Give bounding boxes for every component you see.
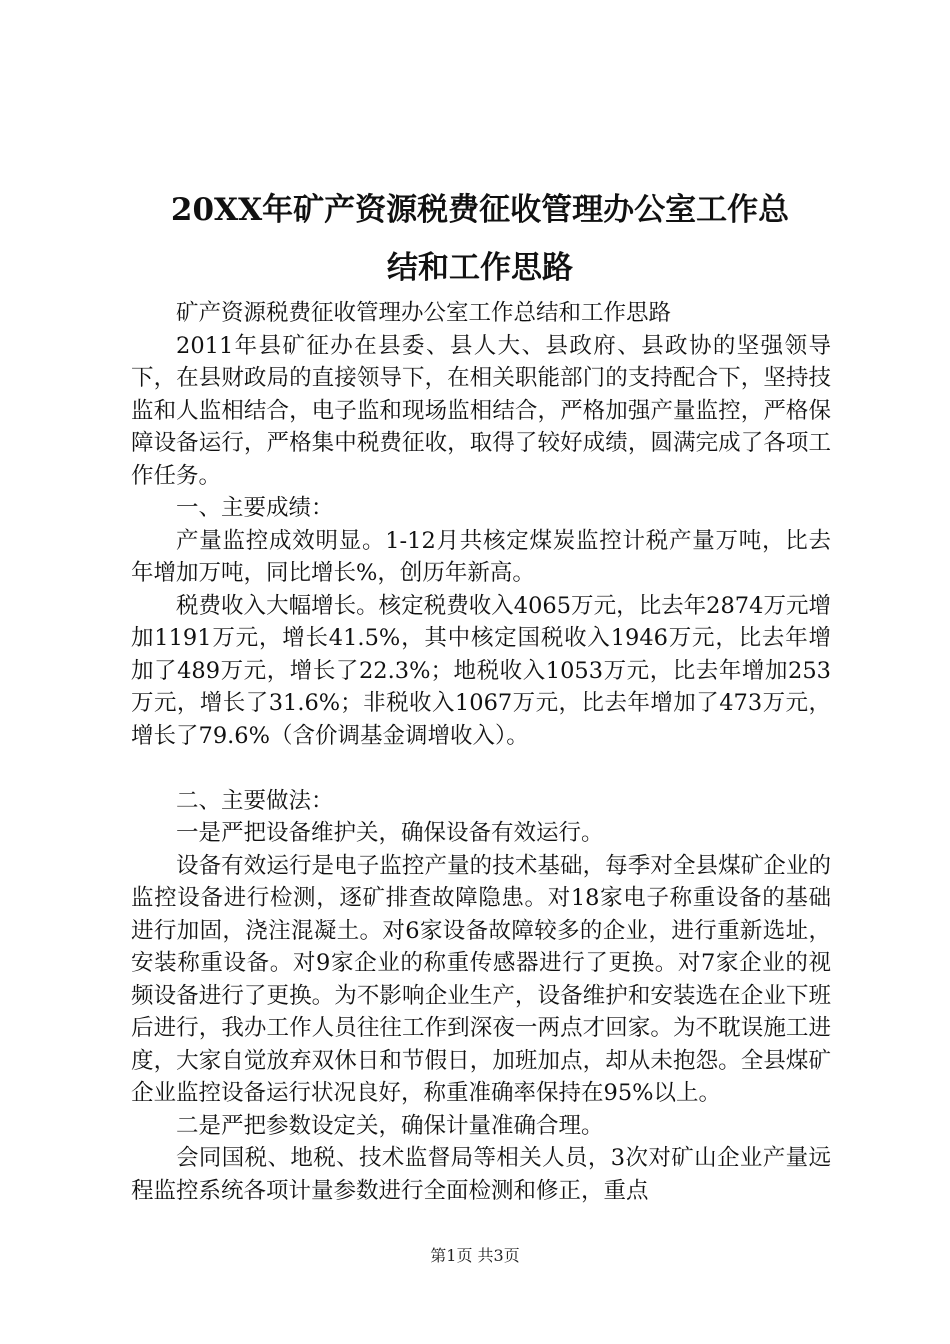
- paragraph-parameters: 会同国税、地税、技术监督局等相关人员，3次对矿山企业产量远程监控系统各项计量参数进行全面检测和修正，重点: [131, 1145, 831, 1204]
- subheading-equipment: 一是严把设备维护关，确保设备有效运行。: [176, 820, 604, 846]
- document-title-line-2: 结和工作思路: [387, 250, 573, 286]
- paragraph-equipment: 设备有效运行是电子监控产量的技术基础，每季对全县煤矿企业的监控设备进行检测，逐矿排查故障隐患。对18家电子称重设备的基础进行加固，浇注混凝土。对6家设备故障较多的企业，进行重新选址，安装称重设备。对9家企业的称重传感器进行了更换。对7家企业的视频设备进行了更换。为不影响企业生产，设备维护和安装选在企业下班后进行，我办工作人员往往工作到深夜一两点才回家。为不耽误施工进度，大家自觉放弃双休日和节假日，加班加点，却从未抱怨。全县煤矿企业监控设备运行状况良好，称重准确率保持在95%以上。: [131, 852, 831, 1106]
- paragraph-output-monitoring: 产量监控成效明显。1-12月共核定煤炭监控计税产量万吨，比去年增加万吨，同比增长%，创历年新高。: [131, 527, 831, 586]
- subtitle-paragraph: 矿产资源税费征收管理办公室工作总结和工作思路: [176, 300, 672, 326]
- section-heading-achievements: 一、主要成绩：: [176, 495, 334, 521]
- page-footer: 第1页 共3页: [430, 1246, 520, 1265]
- paragraph-tax-revenue: 税费收入大幅增长。核定税费收入4065万元，比去年2874万元增加1191万元，增长41.5%，其中核定国税收入1946万元，比去年增加了489万元，增长了22.3%；地税收入1053万元，比去年增加253万元，增长了31.6%；非税收入1067万元，比去年增加了473万元，增长了79.6%（含价调基金调增收入）。: [131, 592, 831, 749]
- document-title-line-1: 20XX年矿产资源税费征收管理办公室工作总: [170, 192, 790, 228]
- section-heading-methods: 二、主要做法：: [176, 787, 334, 814]
- intro-paragraph: 2011年县矿征办在县委、县人大、县政府、县政协的坚强领导下，在县财政局的直接领导下，在相关职能部门的支持配合下，坚持技监和人监相结合，电子监和现场监相结合，严格加强产量监控，严格保障设备运行，严格集中税费征收，取得了较好成绩，圆满完成了各项工作任务。: [131, 332, 831, 489]
- subheading-parameters: 二是严把参数设定关，确保计量准确合理。: [176, 1112, 604, 1139]
- blank-line: [131, 752, 831, 785]
- document-body: [131, 297, 831, 1207]
